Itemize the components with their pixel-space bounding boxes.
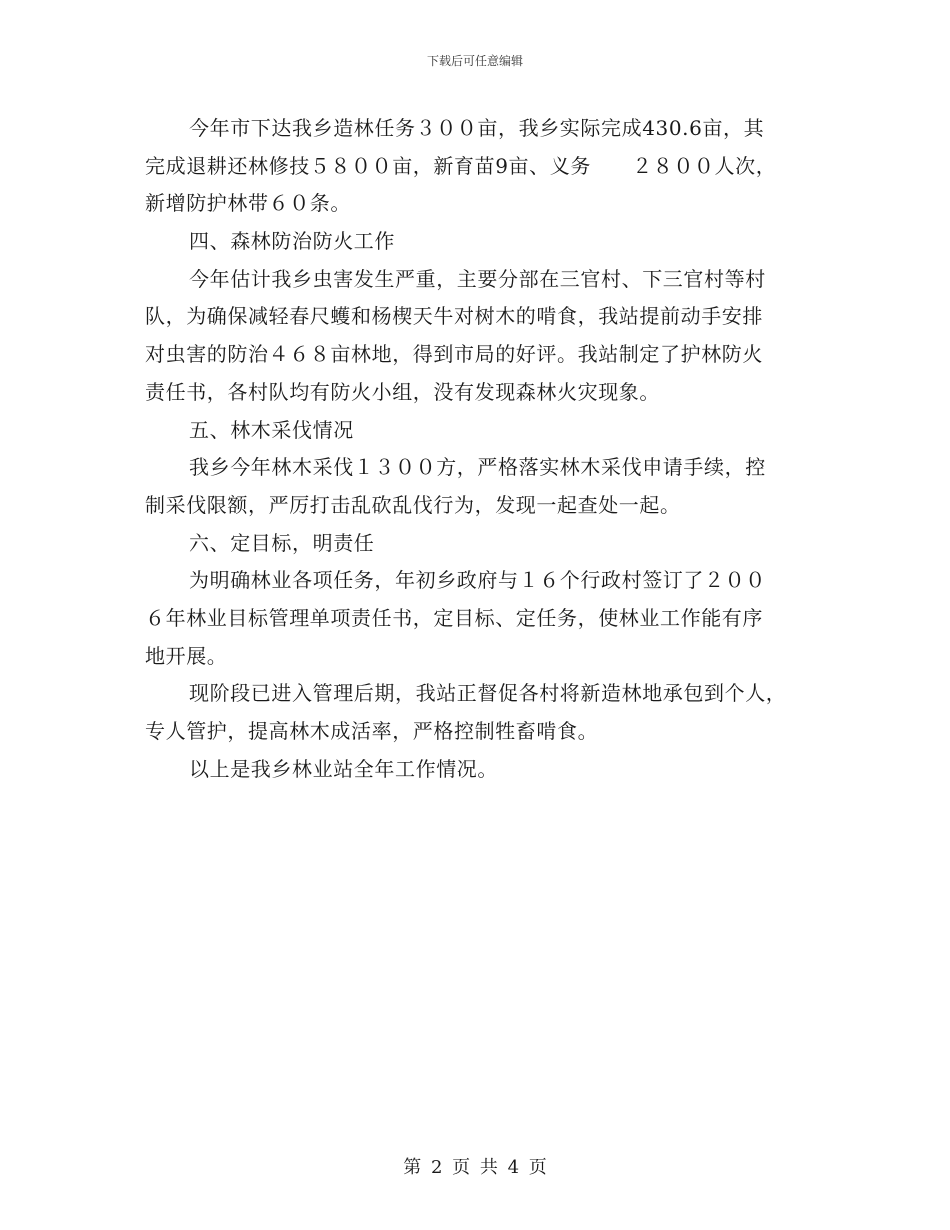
paragraph-line: 今年估计我乡虫害发生严重，主要分部在三官村、下三官村等村 xyxy=(189,266,766,291)
paragraph-line: 制采伐限额，严厉打击乱砍乱伐行为，发现一起查处一起。 xyxy=(145,492,681,517)
section-heading: 四、森林防治防火工作 xyxy=(189,229,395,254)
page-header: 下载后可任意编辑 xyxy=(426,54,523,68)
paragraph-line: ６年林业目标管理单项责任书，定目标、定任务，使林业工作能有序 xyxy=(145,605,763,630)
paragraph-line: 现阶段已进入管理后期，我站正督促各村将新造林地承包到个人， xyxy=(189,681,787,706)
section-heading: 六、定目标，明责任 xyxy=(189,530,375,555)
paragraph-line: 专人管护，提高林木成活率，严格控制牲畜啃食。 xyxy=(145,719,599,743)
paragraph-line: 责任书，各村队均有防火小组，没有发现森林火灾现象。 xyxy=(145,379,660,404)
paragraph-line: 我乡今年林木采伐１３００方，严格落实林木采伐申请手续，控 xyxy=(189,455,766,480)
paragraph-line: 为明确林业各项任务，年初乡政府与１６个行政村签订了２００ xyxy=(189,568,766,593)
paragraph-line: 新增防护林带６０条。 xyxy=(145,191,351,216)
document-body xyxy=(145,110,815,788)
paragraph-line: 队，为确保减轻春尺蠖和杨楔天牛对树木的啃食，我站提前动手安排 xyxy=(145,304,763,329)
paragraph-line: 地开展。 xyxy=(145,643,228,668)
page-number-footer: 第 2 页 共 4 页 xyxy=(403,1157,547,1178)
paragraph-line: 以上是我乡林业站全年工作情况。 xyxy=(189,756,498,781)
paragraph-line: 完成退耕还林修技５８００亩，新育苗9亩、义务 ２８００人次， xyxy=(145,153,777,178)
section-heading: 五、林木采伐情况 xyxy=(189,417,354,442)
paragraph-line: 今年市下达我乡造林任务３００亩，我乡实际完成430.6亩，其 xyxy=(189,116,765,140)
paragraph-line: 对虫害的防治４６８亩林地，得到市局的好评。我站制定了护林防火 xyxy=(145,342,763,367)
